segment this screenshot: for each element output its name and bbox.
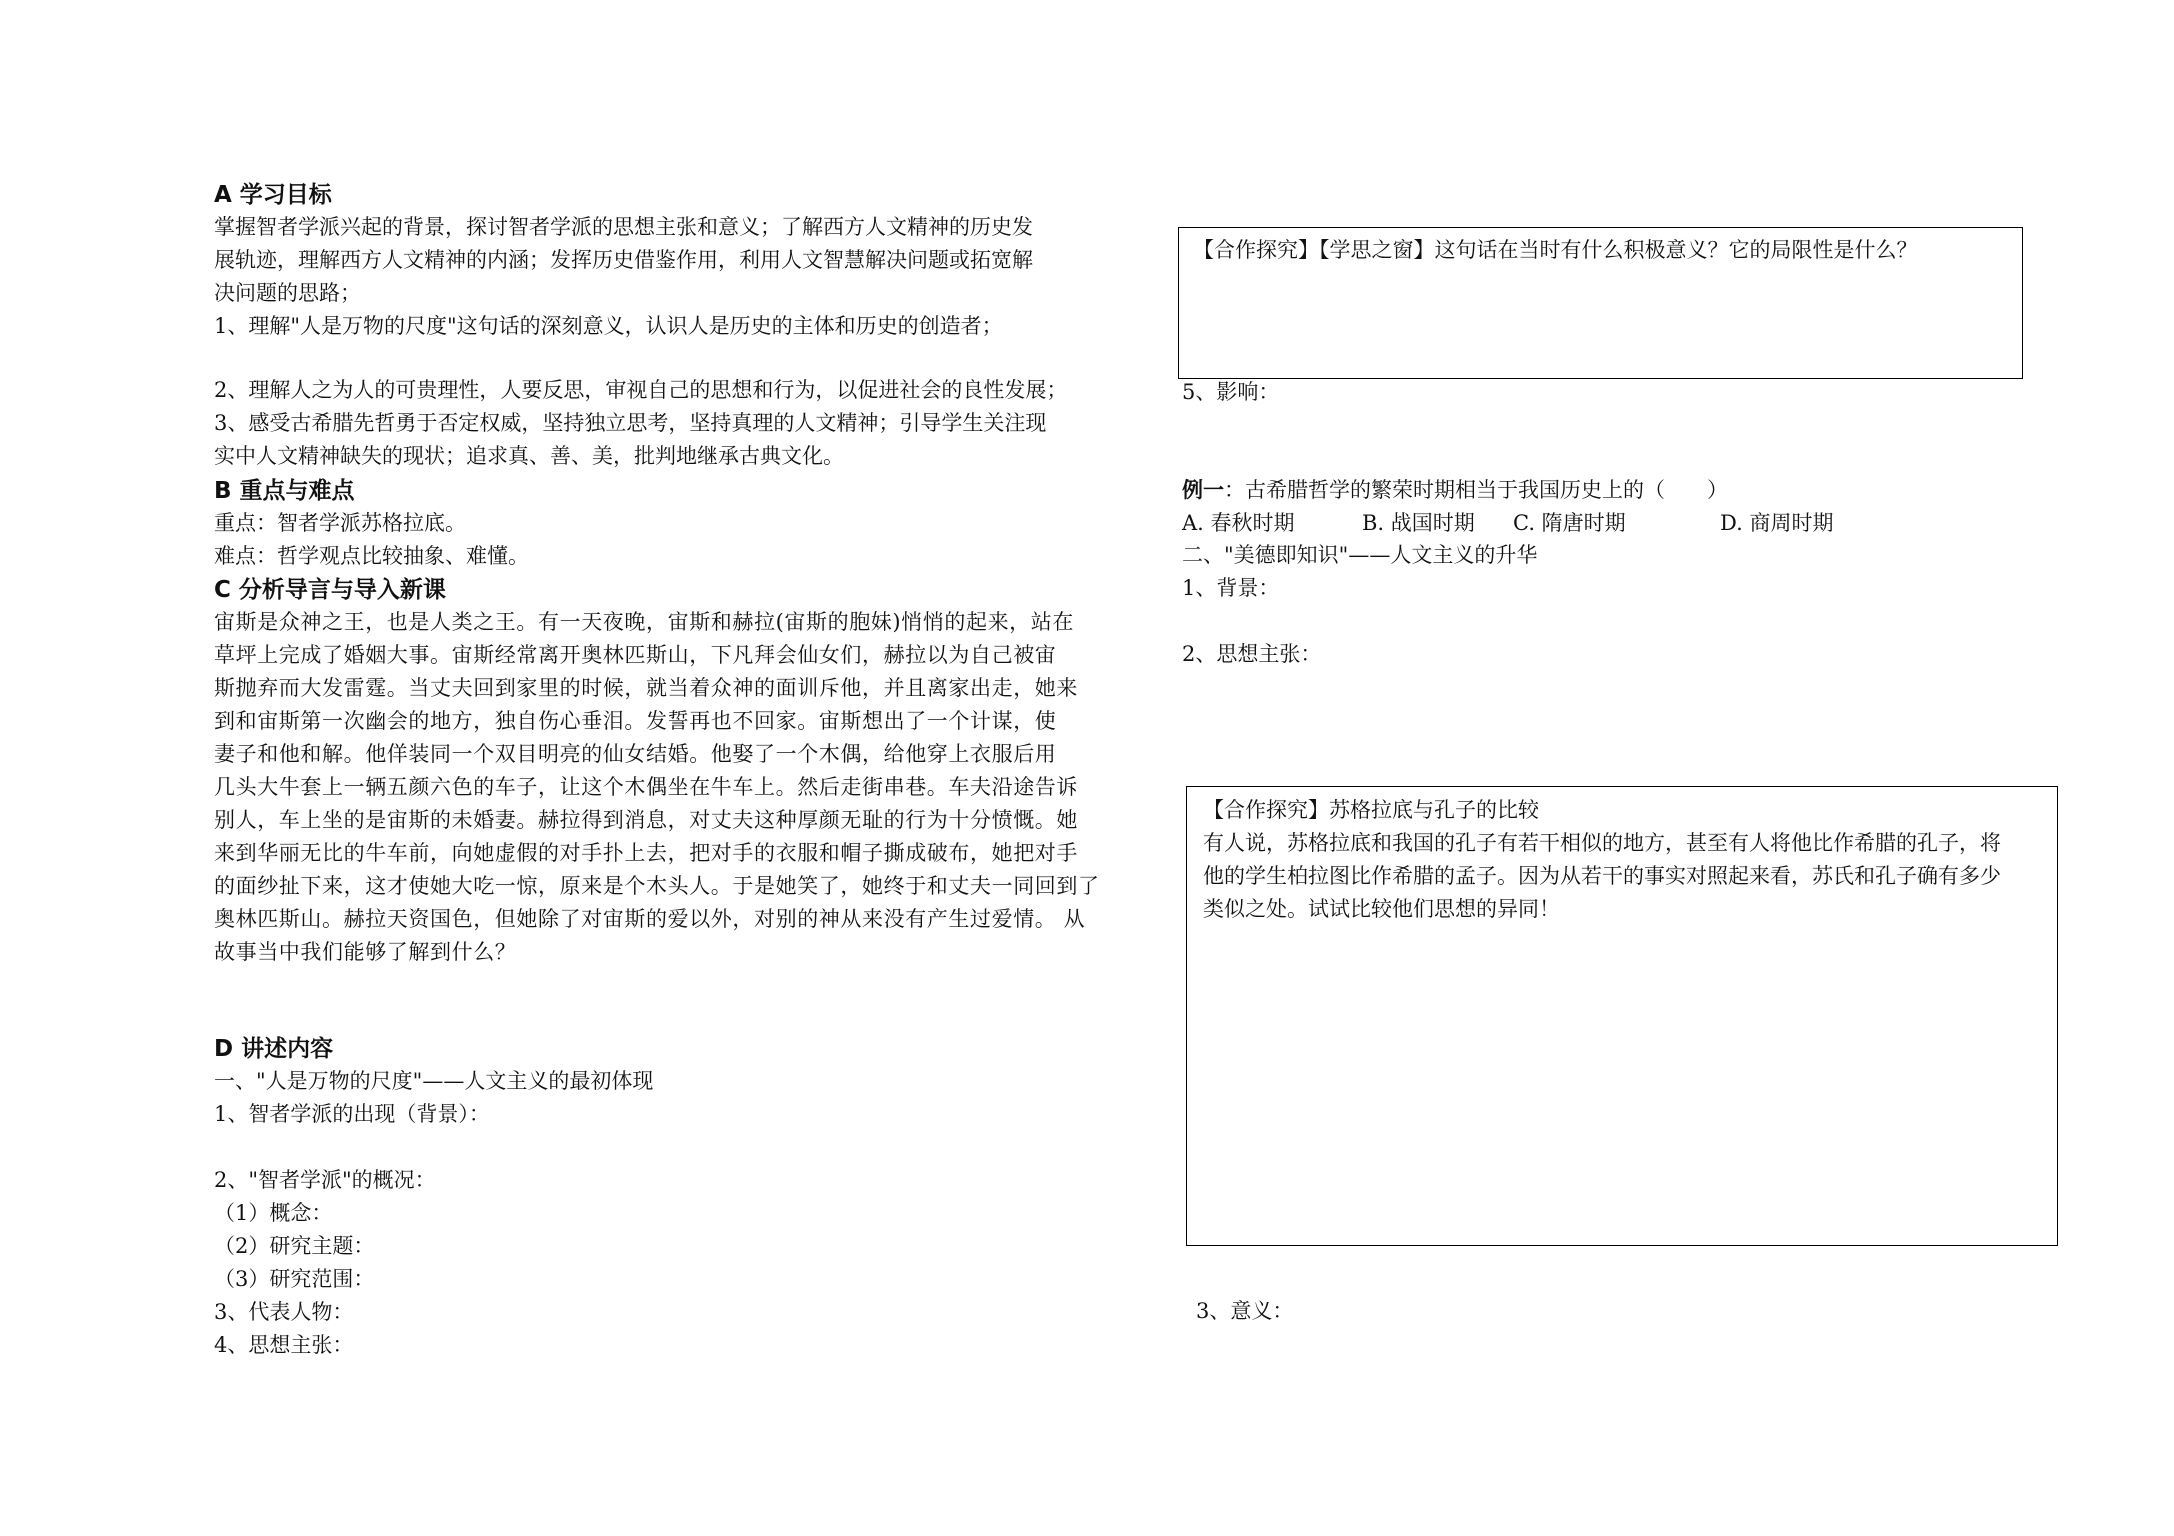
cooperative-inquiry-box-1 xyxy=(1178,227,2023,379)
option-d: D. 商周时期 xyxy=(1720,511,1834,535)
story-line: 妻子和他和解。他佯装同一个双目明亮的仙女结婚。他娶了一个木偶，给他穿上衣服后用 xyxy=(214,742,1057,766)
content-line: （1）概念： xyxy=(214,1201,333,1225)
example-label: 例一 xyxy=(1182,478,1224,502)
story-line: 故事当中我们能够了解到什么？ xyxy=(214,940,517,964)
box-2-line: 他的学生柏拉图比作希腊的孟子。因为从若干的事实对照起来看，苏氏和孔子确有多少 xyxy=(1203,864,2001,888)
story-line: 斯抛弃而大发雷霆。当丈夫回到家里的时候，就当着众神的面训斥他，并且离家出走，她来 xyxy=(214,676,1078,700)
story-line: 奥林匹斯山。赫拉天资国色，但她除了对宙斯的爱以外，对别的神从来没有产生过爱情。 从 xyxy=(214,907,1086,931)
key-point-line: 重点：智者学派苏格拉底。 xyxy=(214,511,466,535)
section-2-title: 二、"美德即知识"——人文主义的升华 xyxy=(1182,543,1538,567)
objective-line: 展轨迹，理解西方人文精神的内涵；发挥历史借鉴作用，利用人文智慧解决问题或拓宽解 xyxy=(214,248,1033,272)
objective-line: 实中人文精神缺失的现状；追求真、善、美，批判地继承古典文化。 xyxy=(214,444,844,468)
box-2-line: 有人说，苏格拉底和我国的孔子有若干相似的地方，甚至有人将他比作希腊的孔子，将 xyxy=(1203,831,2001,855)
content-line: 3、代表人物： xyxy=(214,1300,354,1324)
background-label: 1、背景： xyxy=(1182,576,1280,600)
influence-label: 5、影响： xyxy=(1182,380,1280,404)
story-line: 宙斯是众神之王，也是人类之王。有一天夜晚，宙斯和赫拉(宙斯的胞妹)悄悄的起来，站在 xyxy=(214,610,1074,634)
section-a-title: A 学习目标 xyxy=(214,182,332,208)
box-2-title: 【合作探究】苏格拉底与孔子的比较 xyxy=(1203,798,1539,822)
story-line: 别人，车上坐的是宙斯的未婚妻。赫拉得到消息，对丈夫这种厚颜无耻的行为十分愤慨。她 xyxy=(214,808,1078,832)
box-2-line: 类似之处。试试比较他们思想的异同！ xyxy=(1203,897,1560,921)
objective-line: 1、理解"人是万物的尺度"这句话的深刻意义，认识人是历史的主体和历史的创造者； xyxy=(214,314,1003,338)
thought-label: 2、思想主张： xyxy=(1182,642,1322,666)
story-line: 几头大牛套上一辆五颜六色的车子，让这个木偶坐在牛车上。然后走街串巷。车夫沿途告诉 xyxy=(214,775,1078,799)
objective-line: 2、理解人之为人的可贵理性，人要反思，审视自己的思想和行为，以促进社会的良性发展； xyxy=(214,378,1068,402)
content-line: （3）研究范围： xyxy=(214,1267,375,1291)
story-line: 的面纱扯下来，这才使她大吃一惊，原来是个木头人。于是她笑了，她终于和丈夫一同回到了 xyxy=(214,874,1100,898)
significance-label: 3、意义： xyxy=(1196,1299,1294,1323)
option-b: B. 战国时期 xyxy=(1362,511,1475,535)
difficulty-line: 难点：哲学观点比较抽象、难懂。 xyxy=(214,544,529,568)
section-b-title: B 重点与难点 xyxy=(214,478,355,504)
section-d-title: D 讲述内容 xyxy=(214,1036,334,1062)
example-text: ：古希腊哲学的繁荣时期相当于我国历史上的（ ） xyxy=(1224,478,1728,502)
example-question xyxy=(1182,475,1728,505)
cooperative-inquiry-box-2 xyxy=(1186,786,2058,1246)
option-a: A. 春秋时期 xyxy=(1182,511,1295,535)
content-line: 1、智者学派的出现（背景）： xyxy=(214,1102,490,1126)
story-line: 到和宙斯第一次幽会的地方，独自伤心垂泪。发誓再也不回家。宙斯想出了一个计谋，使 xyxy=(214,709,1057,733)
section-c-title: C 分析导言与导入新课 xyxy=(214,577,446,603)
objective-line: 决问题的思路； xyxy=(214,281,361,305)
content-line: 2、"智者学派"的概况： xyxy=(214,1168,436,1192)
story-line: 来到华丽无比的牛车前，向她虚假的对手扑上去，把对手的衣服和帽子撕成破布，她把对手 xyxy=(214,841,1078,865)
objective-line: 3、感受古希腊先哲勇于否定权威，坚持独立思考，坚持真理的人文精神；引导学生关注现 xyxy=(214,411,1047,435)
story-line: 草坪上完成了婚姻大事。宙斯经常离开奥林匹斯山，下凡拜会仙女们，赫拉以为自己被宙 xyxy=(214,643,1057,667)
content-line: 4、思想主张： xyxy=(214,1333,354,1357)
objective-line: 掌握智者学派兴起的背景，探讨智者学派的思想主张和意义；了解西方人文精神的历史发 xyxy=(214,215,1033,239)
content-line: （2）研究主题： xyxy=(214,1234,375,1258)
box-1-text: 【合作探究】【学思之窗】这句话在当时有什么积极意义？它的局限性是什么？ xyxy=(1193,238,1918,262)
content-line: 一、"人是万物的尺度"——人文主义的最初体现 xyxy=(214,1069,654,1093)
option-c: C. 隋唐时期 xyxy=(1513,511,1626,535)
